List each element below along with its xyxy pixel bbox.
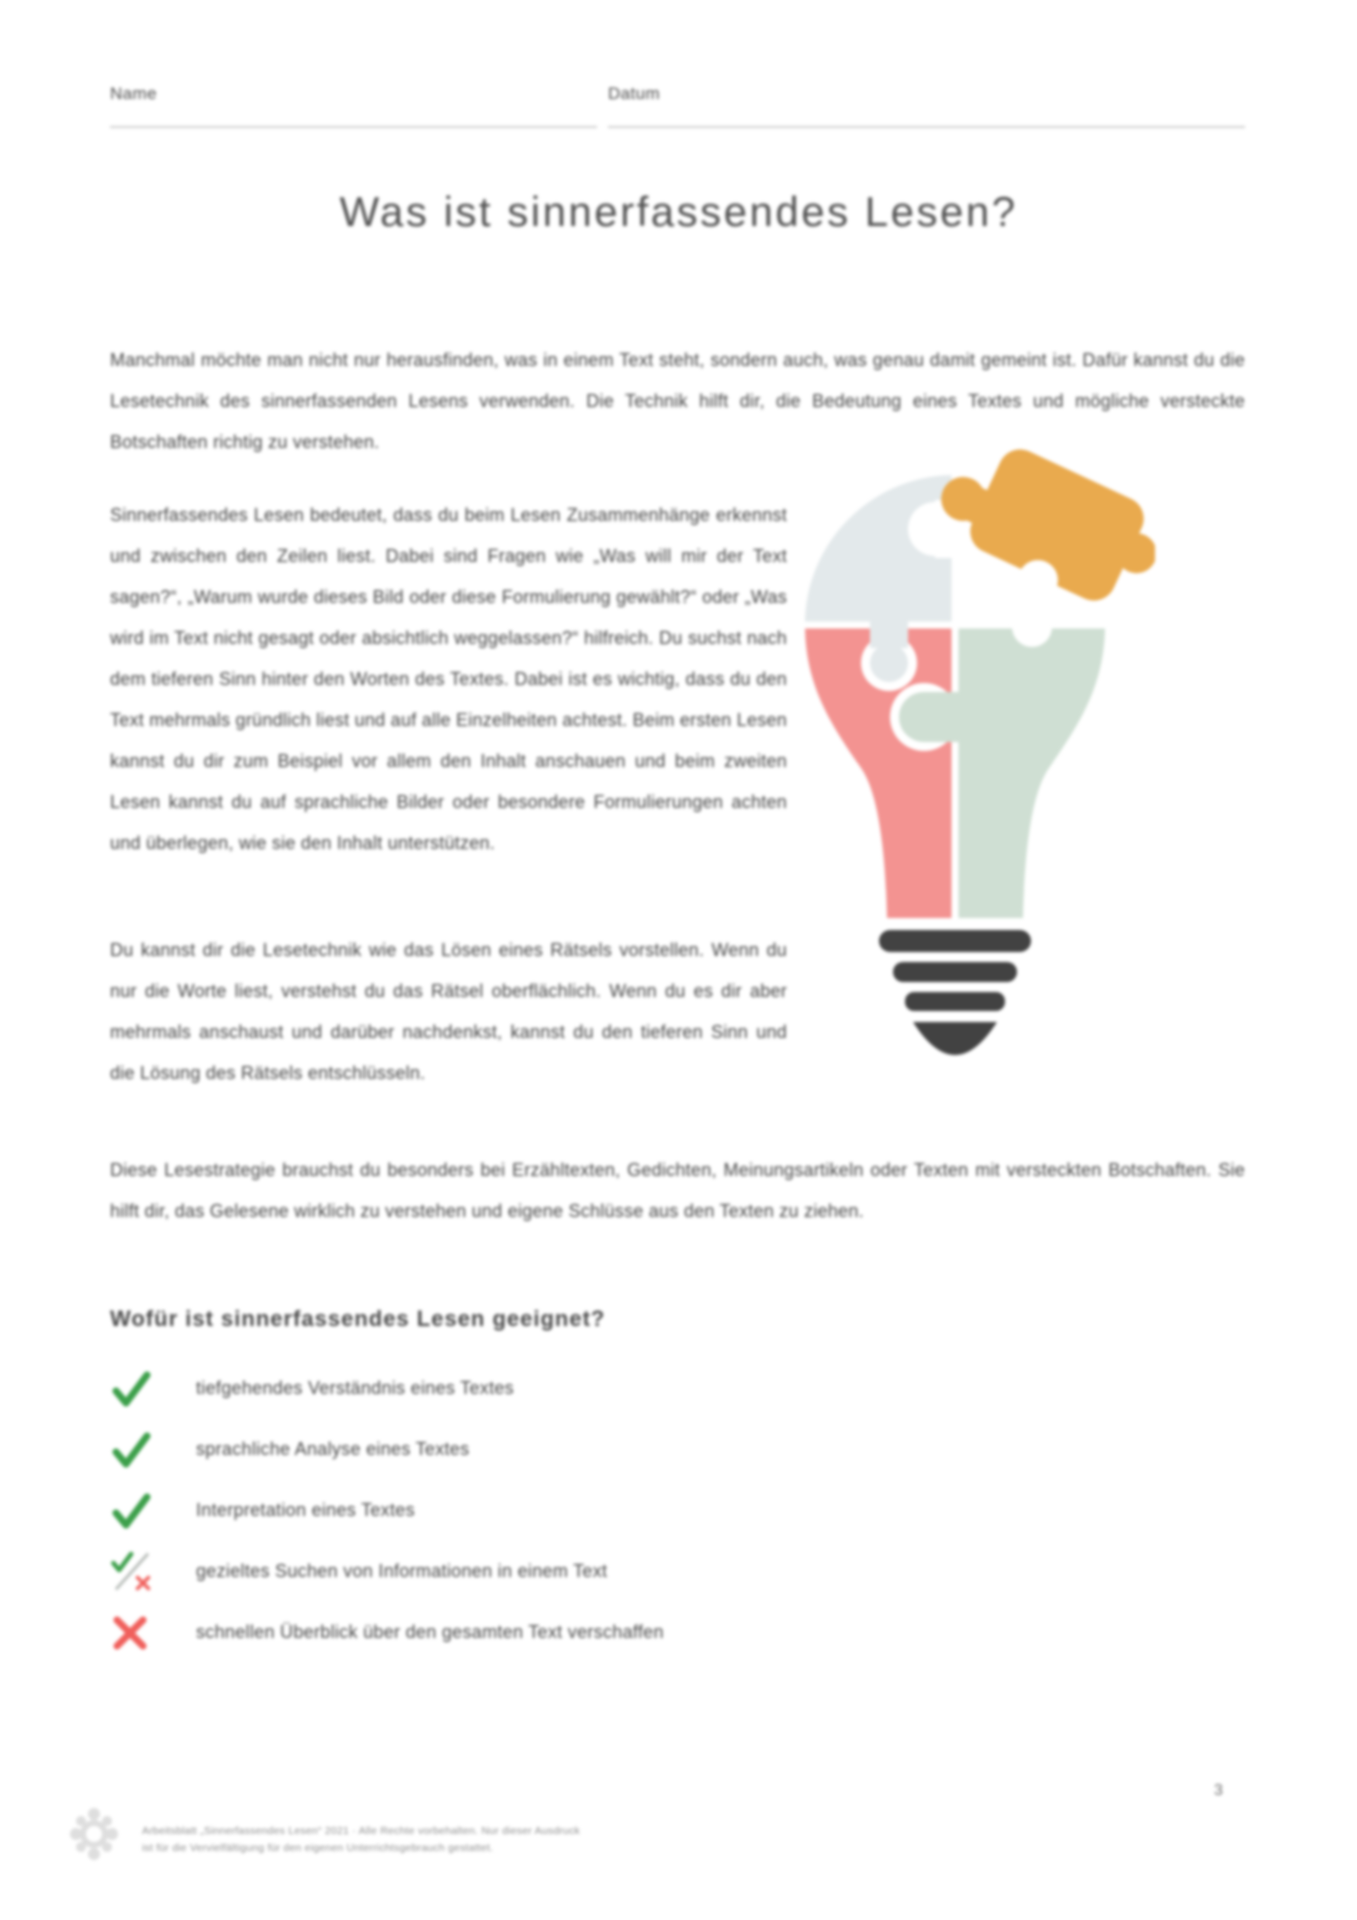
list-item [110,1541,910,1602]
list-item-label: sprachliche Analyse eines Textes [196,1439,470,1459]
list-item [110,1358,910,1419]
check-icon [110,1490,168,1532]
paragraph-usage: Diese Lesestrategie brauchst du besonders bei Erzähltexten, Gedichten, Meinungsartikeln oder Texten mit versteckten Botschaften. Sie hilft dir, das Gelesene wirklich zu verstehen und eigene Schlüsse aus den Texten zu ziehen. [110,1160,1245,1221]
section-subheading: Wofür ist sinnerfassendes Lesen geeignet? [110,1306,606,1332]
list-item [110,1419,910,1480]
check-icon [110,1368,168,1410]
cross-icon [110,1613,168,1653]
check-icon [110,1429,168,1471]
name-label: Name [110,84,157,103]
date-label: Datum [608,84,661,103]
paragraph-riddle: Du kannst dir die Lesetechnik wie das Lösen eines Rätsels vorstellen. Wenn du nur die Worte liest, verstehst du das Rätsel oberflächlich. Wenn du es dir aber mehrmals anschaust und darüber nachdenkst, kannst du den tieferen Sinn und die Lösung des Rätsels entschlüsseln. [110,940,787,1083]
puzzle-lightbulb-graphic [795,430,1155,1090]
puzzle-piece-green [959,629,1146,919]
partial-check-icon [110,1550,168,1594]
page-number: 3 [1214,1782,1223,1799]
page-title: Was ist sinnerfassendes Lesen? [339,188,1018,236]
bulb-base [879,930,1031,1055]
list-item-label: schnellen Überblick über den gesamten Text verschaffen [196,1622,664,1642]
list-item [110,1480,910,1541]
paragraph-main: Sinnerfassendes Lesen bedeutet, dass du beim Lesen Zusammenhänge erkennst und zwischen den Zeilen liest. Dabei sind Fragen wie „Was will mir der Text sagen?“, „Warum wurde dieses Bild oder diese Formulierung gewählt?“ oder „Was wird im Text nicht gesagt oder absichtlich weggelassen?“ hilfreich. Du suchst nach dem tieferen Sinn hinter den Worten des Textes. Dabei ist es wichtig, dass du den Text mehrmals gründlich liest und auf alle Einzelheiten achtest. Beim ersten Lesen kannst du dir zum Beispiel vor allem den Inhalt anschauen und beim zweiten Lesen kannst du auf sprachliche Bilder oder besondere Formulierungen achten und überlegen, wie sie den Inhalt unterstützen. [110,505,787,853]
list-item-label: tiefgehendes Verständnis eines Textes [196,1378,514,1398]
license-text: Arbeitsblatt „Sinnerfassendes Lesen“ 2021 · Alle Rechte vorbehalten. Nur dieser Ausdruck ist für die Vervielfältigung für den eigenen Unterrichtsgebrauch gestattet. [142,1824,580,1854]
list-item-label: gezieltes Suchen von Informationen in einem Text [196,1561,608,1581]
paragraph-intro: Manchmal möchte man nicht nur herausfinden, was in einem Text steht, sondern auch, was genau damit gemeint ist. Dafür kannst du die Lesetechnik des sinnerfassenden Lesens verwenden. Die Technik hilft dir, die Bedeutung eines Textes und mögliche versteckte Botschaften richtig zu verstehen. [110,350,1245,452]
name-underline [110,126,597,128]
suitability-checklist [110,1358,910,1663]
publisher-logo-icon [62,1798,126,1870]
list-item [110,1602,910,1663]
list-item-label: Interpretation eines Textes [196,1500,415,1520]
date-underline [608,126,1245,128]
puzzle-lightbulb-illustration [795,430,1155,1090]
